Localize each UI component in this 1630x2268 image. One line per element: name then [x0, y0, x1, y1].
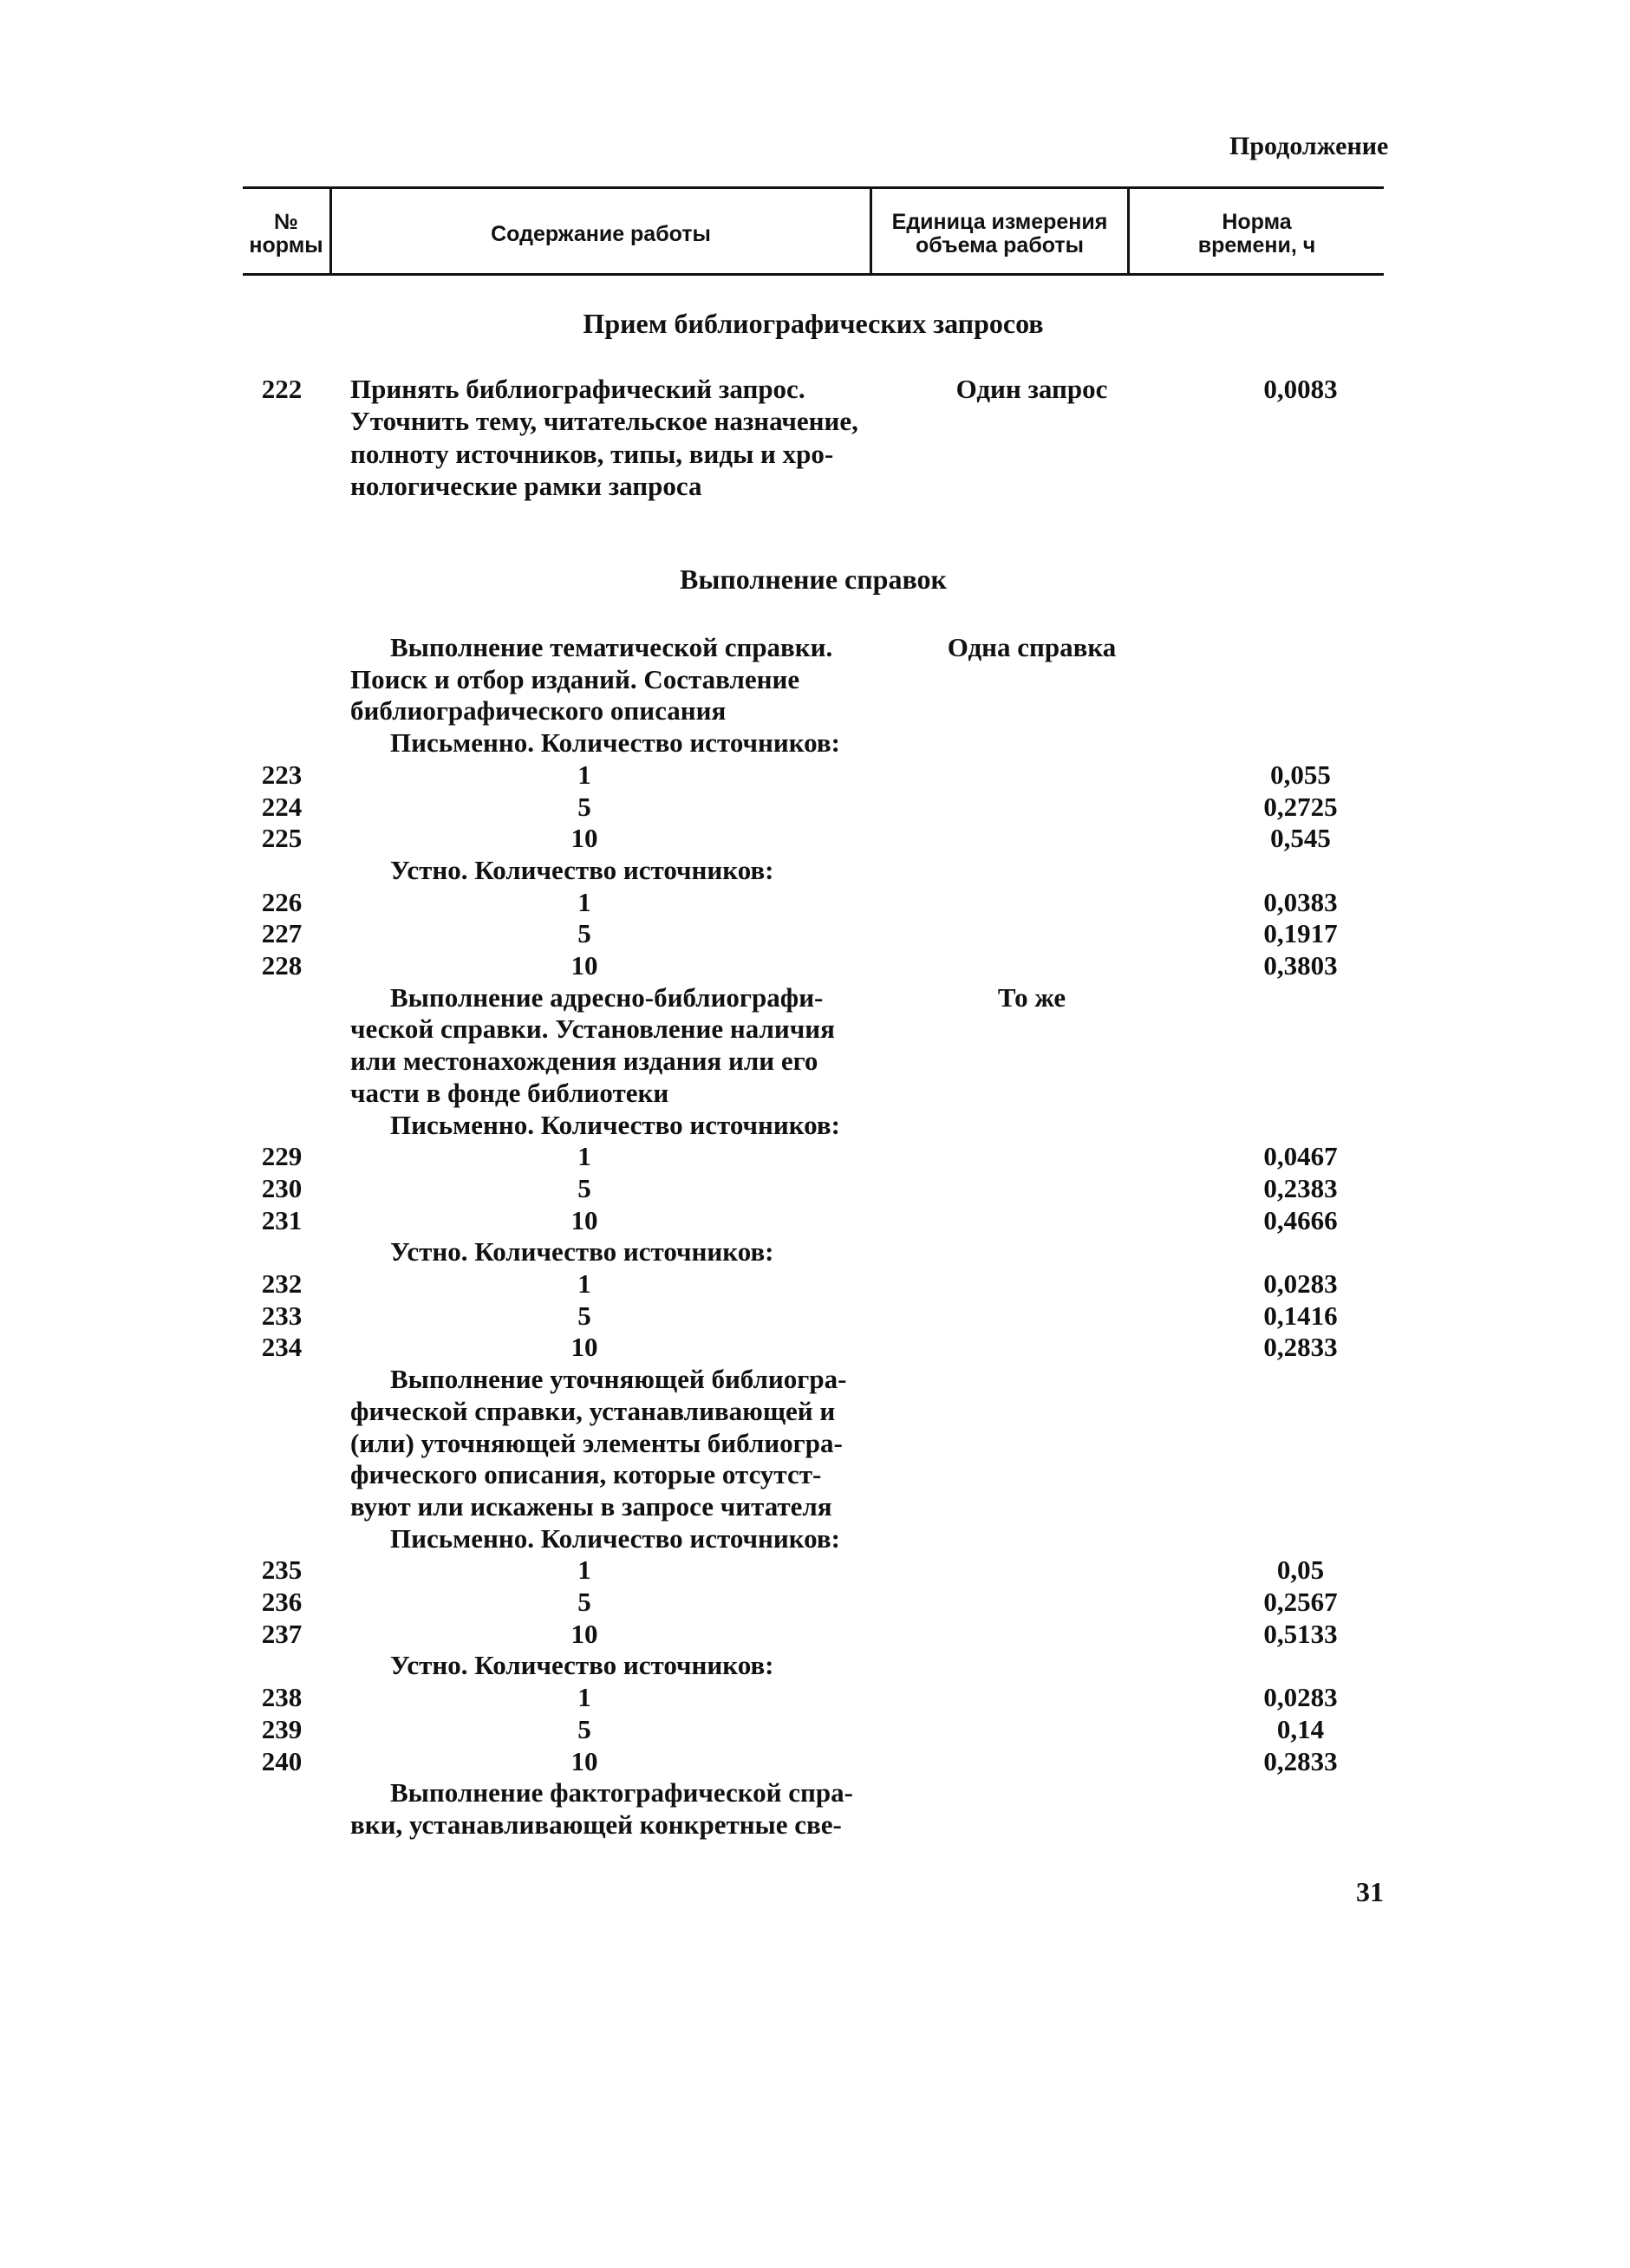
table-row [0, 1809, 1630, 1841]
table-row [0, 1618, 1630, 1650]
header-content-label: Содержание работы [491, 221, 711, 246]
table-row [0, 1204, 1630, 1236]
norm-number: 231 [261, 1204, 303, 1235]
work-content: или местонахождения издания или его [350, 1046, 818, 1077]
time-norm: 0,05 [1276, 1554, 1325, 1586]
table-row [0, 1331, 1630, 1363]
norm-number: 227 [261, 918, 303, 949]
table-row [0, 886, 1630, 918]
norm-number: 238 [261, 1682, 303, 1713]
norm-number: 230 [261, 1172, 303, 1203]
work-content: Устно. Количество источников: [390, 854, 774, 885]
time-norm: 0,2833 [1263, 1745, 1338, 1776]
table-row [0, 759, 1630, 791]
time-norm: 0,2567 [1263, 1587, 1338, 1617]
work-unit: Одна справка [947, 632, 1117, 662]
work-content: Выполнение тематической справки. [390, 632, 833, 662]
work-content: фической справки, устанавливающей и [350, 1395, 836, 1426]
work-content: ческой справки. Установление наличия [350, 1013, 835, 1045]
header-norm-line: времени, ч [1197, 233, 1316, 257]
table-row [0, 663, 1630, 695]
table-row [0, 1458, 1630, 1490]
work-content: Выполнение адресно-библиографи- [390, 981, 824, 1013]
table-row [0, 405, 1630, 437]
table-row [0, 1300, 1630, 1332]
source-count: 1 [577, 1554, 591, 1586]
work-content: вуют или искажены в запросе читателя [350, 1490, 832, 1522]
work-content: Выполнение фактографической спра- [390, 1777, 853, 1809]
time-norm: 0,0383 [1263, 886, 1338, 917]
table-row [0, 1013, 1630, 1045]
source-count: 1 [577, 886, 591, 917]
work-content: Письменно. Количество источников: [390, 727, 840, 759]
table-row [0, 1522, 1630, 1554]
table-row [0, 1745, 1630, 1777]
table-row [0, 791, 1630, 823]
time-norm: 0,055 [1270, 759, 1331, 790]
work-content: Устно. Количество источников: [390, 1650, 774, 1681]
table-row [0, 917, 1630, 949]
header-content [332, 199, 870, 269]
header-norm [1130, 199, 1384, 269]
table-row [0, 1235, 1630, 1268]
norm-number: 228 [261, 950, 303, 981]
header-unit-line: объема работы [915, 233, 1085, 257]
table-row [0, 1140, 1630, 1172]
time-norm: 0,0283 [1263, 1268, 1338, 1299]
source-count: 1 [577, 759, 591, 790]
source-count: 5 [577, 791, 591, 822]
continuation-label: Продолжение [1229, 132, 1389, 160]
source-count: 1 [577, 1268, 591, 1299]
norm-number: 225 [261, 823, 303, 854]
table-row [0, 438, 1630, 470]
table-row [0, 981, 1630, 1013]
time-norm: 0,2383 [1263, 1172, 1338, 1203]
time-norm: 0,0283 [1263, 1682, 1338, 1713]
time-norm: 0,1917 [1263, 918, 1338, 949]
source-count: 10 [570, 1618, 598, 1649]
table-row [0, 854, 1630, 886]
table-row [0, 1490, 1630, 1522]
work-content: части в фонде библиотеки [350, 1077, 669, 1108]
header-number [243, 199, 329, 269]
norm-number: 234 [261, 1332, 303, 1363]
norm-number: 222 [261, 374, 303, 404]
time-norm: 0,0467 [1263, 1141, 1338, 1172]
time-norm: 0,2725 [1263, 791, 1338, 822]
source-count: 1 [577, 1682, 591, 1713]
norm-number: 226 [261, 886, 303, 917]
norm-number: 232 [261, 1268, 303, 1299]
table-row [0, 1172, 1630, 1204]
section-title: Прием библиографических запросов [583, 308, 1044, 339]
norm-number: 240 [261, 1745, 303, 1776]
table-top-rule [243, 186, 1384, 189]
header-norm-line: Норма [1222, 210, 1292, 234]
section-title: Выполнение справок [680, 564, 947, 595]
source-count: 5 [577, 1587, 591, 1617]
work-content: вки, устанавливающей конкретные све- [350, 1809, 842, 1840]
time-norm: 0,545 [1270, 823, 1331, 854]
table-row [0, 1776, 1630, 1809]
work-content: Выполнение уточняющей библиогра- [390, 1364, 847, 1395]
source-count: 10 [570, 1204, 598, 1235]
time-norm: 0,5133 [1263, 1618, 1338, 1649]
work-content: Уточнить тему, читательское назначение, [350, 406, 858, 437]
table-row [0, 1363, 1630, 1395]
norm-number: 235 [261, 1554, 303, 1586]
source-count: 5 [577, 1713, 591, 1744]
work-unit: То же [997, 981, 1066, 1013]
work-content: Устно. Количество источников: [390, 1236, 774, 1268]
table-row [0, 1268, 1630, 1300]
table-row [0, 1077, 1630, 1109]
source-count: 5 [577, 1172, 591, 1203]
norm-number: 233 [261, 1300, 303, 1331]
time-norm: 0,2833 [1263, 1332, 1338, 1363]
norm-number: 237 [261, 1618, 303, 1649]
page-number: 31 [1356, 1876, 1384, 1907]
norm-number: 224 [261, 791, 303, 822]
norm-number: 239 [261, 1713, 303, 1744]
header-unit [872, 199, 1127, 269]
work-content: нологические рамки запроса [350, 470, 702, 501]
table-row [0, 1649, 1630, 1681]
table-header-bottom-rule [243, 273, 1384, 276]
source-count: 10 [570, 1745, 598, 1776]
header-number-line: № [274, 210, 298, 234]
source-count: 10 [570, 823, 598, 854]
table-row [0, 1554, 1630, 1586]
time-norm: 0,14 [1276, 1713, 1325, 1744]
work-unit: Один запрос [955, 374, 1108, 404]
work-content: библиографического описания [350, 695, 727, 727]
table-row [0, 1713, 1630, 1745]
work-content: полноту источников, типы, виды и хро- [350, 438, 834, 469]
table-row [0, 470, 1630, 502]
table-row [0, 727, 1630, 759]
work-content: Поиск и отбор изданий. Составление [350, 663, 800, 694]
table-row [0, 373, 1630, 405]
time-norm: 0,3803 [1263, 950, 1338, 981]
source-count: 10 [570, 950, 598, 981]
norm-number: 236 [261, 1587, 303, 1617]
norm-number: 223 [261, 759, 303, 790]
header-unit-line: Единица измерения [891, 210, 1108, 234]
table-row [0, 1586, 1630, 1618]
time-norm: 0,1416 [1263, 1300, 1338, 1331]
source-count: 10 [570, 1332, 598, 1363]
work-content: Принять библиографический запрос. [350, 374, 805, 404]
table-row [0, 1109, 1630, 1141]
source-count: 5 [577, 918, 591, 949]
work-content: (или) уточняющей элементы библиогра- [350, 1427, 843, 1458]
table-row [0, 1427, 1630, 1459]
table-row [0, 949, 1630, 981]
table-row [0, 631, 1630, 663]
work-content: фического описания, которые отсутст- [350, 1459, 822, 1490]
header-number-line: нормы [249, 233, 323, 257]
time-norm: 0,4666 [1263, 1204, 1338, 1235]
table-row [0, 1681, 1630, 1713]
table-row [0, 1395, 1630, 1427]
source-count: 5 [577, 1300, 591, 1331]
work-content: Письменно. Количество источников: [390, 1522, 840, 1554]
work-content: Письменно. Количество источников: [390, 1109, 840, 1140]
source-count: 1 [577, 1141, 591, 1172]
norm-number: 229 [261, 1141, 303, 1172]
time-norm: 0,0083 [1263, 374, 1338, 404]
table-row [0, 694, 1630, 727]
table-row [0, 822, 1630, 854]
table-row [0, 1045, 1630, 1077]
